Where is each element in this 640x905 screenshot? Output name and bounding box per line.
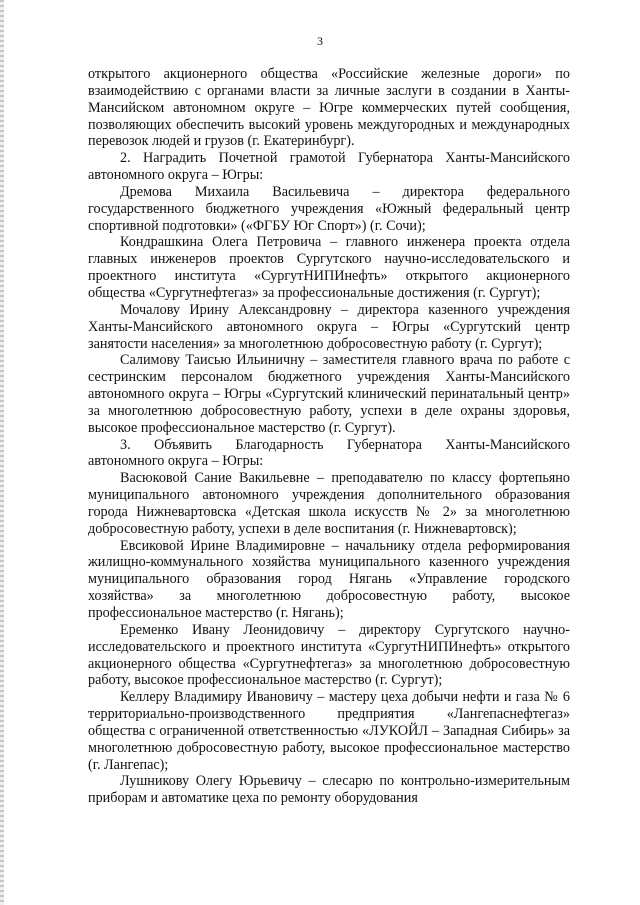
paragraph-award-certificate-heading: 2. Наградить Почетной грамотой Губернатора Ханты-Мансийского автономного округа – Югры:	[88, 150, 570, 184]
paragraph-gratitude-eremenko: Еременко Ивану Леонидовичу – директору Сургутского научно-исследовательского и проектного института «СургутНИПИнефть» открытого акционерного общества «Сургутнефтегаз» за многолетнюю добросовестную работу, высокое профессиональное мастерство (г. Сургут);	[88, 621, 570, 689]
paragraph-gratitude-lushnikov: Лушникову Олегу Юрьевичу – слесарю по контрольно-измерительным приборам и автоматике цеха по ремонту оборудования	[88, 773, 570, 807]
paragraph-gratitude-vasyukova: Васюковой Сание Вакильевне – преподавателю по классу фортепьяно муниципального автономного учреждения дополнительного образования города Нижневартовска «Детская школа искусств № 2» за многолетнюю добросовестную работу, успехи в деле воспитания (г. Нижневартовск);	[88, 470, 570, 537]
paragraph-award-mochalova: Мочалову Ирину Александровну – директора казенного учреждения Ханты-Мансийского автономного округа – Югры «Сургутский центр занятости населения» за многолетнюю добросовестную работу (г. Сургут);	[88, 301, 570, 352]
paragraph-gratitude-keller: Келлеру Владимиру Ивановичу – мастеру цеха добычи нефти и газа № 6 территориально-производственного предприятия «Лангепаснефтегаз» общества с ограниченной ответственностью «ЛУКОЙЛ – Западная Сибирь» за многолетнюю добросовестную работу, высокое профессиональное мастерство (г. Лангепас);	[88, 689, 570, 773]
paragraph-award-dremov: Дремова Михаила Васильевича – директора федерального государственного бюджетного учреждения «Южный федеральный центр спортивной подготовки» («ФГБУ Юг Спорт») (г. Сочи);	[88, 183, 570, 234]
paragraph-gratitude-heading: 3. Объявить Благодарность Губернатора Ханты-Мансийского автономного округа – Югры:	[88, 436, 570, 470]
scan-edge-artifact	[0, 0, 4, 905]
paragraph-continuation: открытого акционерного общества «Российские железные дороги» по взаимодействию с органами власти за личные заслуги в создании в Ханты-Мансийском автономном округе – Югре коммерческих путей сообщения, позволяющих обеспечить высокий уровень междугородных и международных перевозок людей и грузов (г. Екатеринбург).	[88, 66, 570, 150]
paragraph-gratitude-evsikova: Евсиковой Ирине Владимировне – начальнику отдела реформирования жилищно-коммунального хозяйства муниципального казенного учреждения муниципального образования город Нягань «Управление городского хозяйства» за многолетнюю добросовестную работу, высокое профессиональное мастерство (г. Нягань);	[88, 537, 570, 621]
paragraph-award-kondrashkin: Кондрашкина Олега Петровича – главного инженера проекта отдела главных инженеров проектов Сургутского научно-исследовательского и проектного института «СургутНИПИнефть» открытого акционерного общества «Сургутнефтегаз» за профессиональные достижения (г. Сургут);	[88, 234, 570, 301]
document-body	[88, 66, 570, 807]
page-number: 3	[317, 34, 323, 48]
paragraph-award-salimova: Салимову Таисью Ильиничну – заместителя главного врача по работе с сестринским персоналом бюджетного учреждения Ханты-Мансийского автономного округа – Югры «Сургутский клинический перинатальный центр» за многолетнюю добросовестную работу, успехи в деле охраны здоровья, высокое профессиональное мастерство (г. Сургут).	[88, 352, 570, 436]
